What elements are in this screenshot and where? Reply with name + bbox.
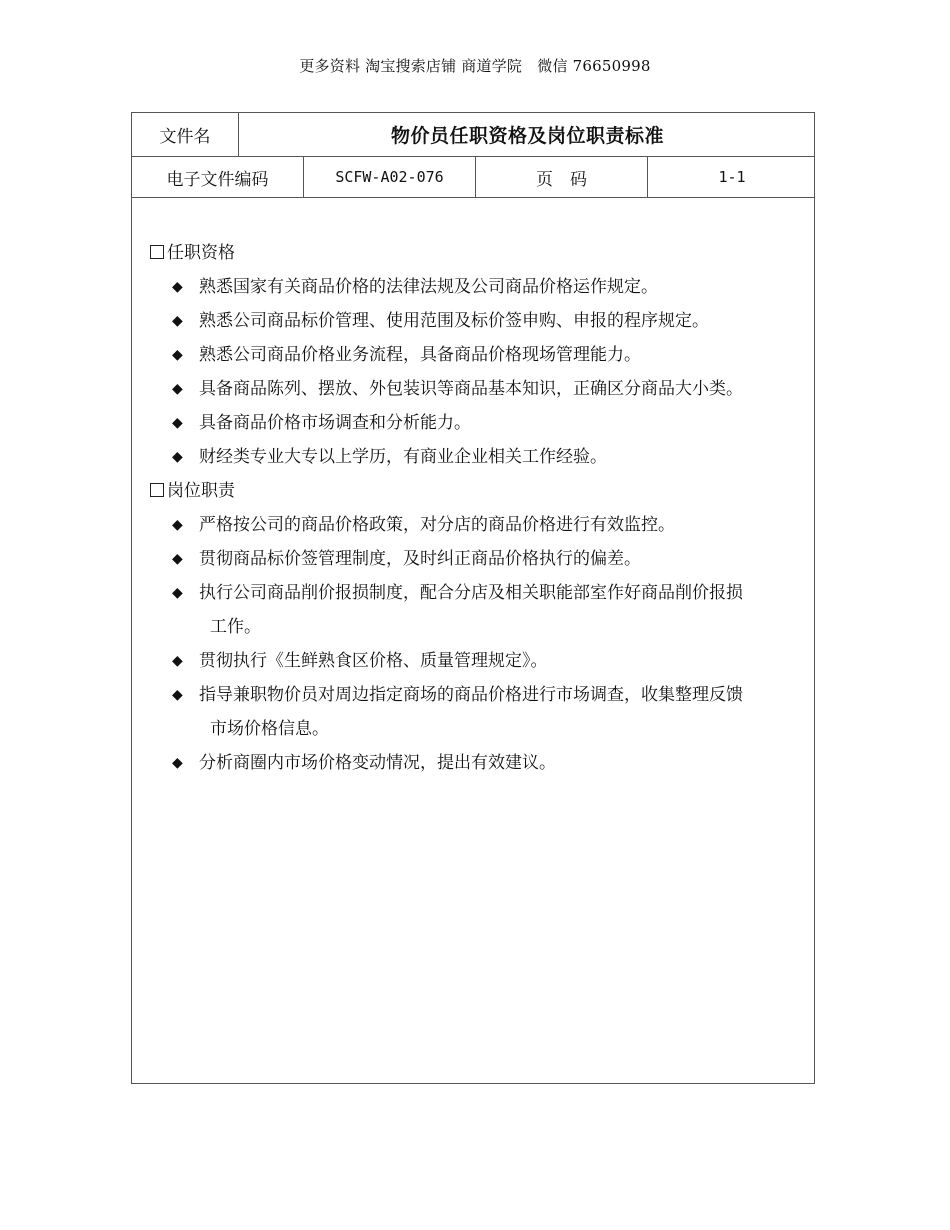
- diamond-bullet-icon: ◆: [172, 449, 183, 465]
- list-item: [172, 542, 802, 576]
- list-item-text: 严格按公司的商品价格政策，对分店的商品价格进行有效监控。: [199, 515, 675, 535]
- section-heading-duties: [150, 474, 235, 508]
- list-item-continuation: 市场价格信息。: [210, 719, 329, 739]
- diamond-bullet-icon: ◆: [172, 517, 183, 533]
- list-item-text: 贯彻执行《生鲜熟食区价格、质量管理规定》。: [199, 651, 548, 671]
- list-item-text: 执行公司商品削价报损制度，配合分店及相关职能部室作好商品削价报损: [199, 583, 743, 603]
- file-code-value: SCFW-A02-076: [304, 157, 476, 197]
- list-item: [172, 644, 802, 678]
- list-item-text: 具备商品价格市场调查和分析能力。: [199, 413, 471, 433]
- list-item: [172, 508, 802, 542]
- diamond-bullet-icon: ◆: [172, 347, 183, 363]
- document-title: 物价员任职资格及岗位职责标准: [390, 125, 664, 147]
- document-frame: [131, 112, 815, 1084]
- list-item-text: 熟悉国家有关商品价格的法律法规及公司商品价格运作规定。: [199, 277, 658, 297]
- list-item-text: 指导兼职物价员对周边指定商场的商品价格进行市场调查，收集整理反馈: [199, 685, 743, 705]
- list-item-text: 财经类专业大专以上学历，有商业企业相关工作经验。: [199, 447, 607, 467]
- diamond-bullet-icon: ◆: [172, 585, 183, 601]
- list-item: [172, 440, 802, 474]
- list-item-text: 贯彻商品标价签管理制度，及时纠正商品价格执行的偏差。: [199, 549, 641, 569]
- checkbox-icon: [150, 245, 164, 259]
- diamond-bullet-icon: ◆: [172, 313, 183, 329]
- title-row: [132, 113, 814, 157]
- diamond-bullet-icon: ◆: [172, 551, 183, 567]
- file-code-label: 电子文件编码: [132, 157, 304, 197]
- diamond-bullet-icon: ◆: [172, 381, 183, 397]
- diamond-bullet-icon: ◆: [172, 755, 183, 771]
- list-item-text: 分析商圈内市场价格变动情况，提出有效建议。: [199, 753, 556, 773]
- list-item-text: 熟悉公司商品标价管理、使用范围及标价签申购、申报的程序规定。: [199, 311, 709, 331]
- list-item-continuation: 工作。: [210, 617, 261, 637]
- diamond-bullet-icon: ◆: [172, 653, 183, 669]
- page-label: 页 码: [476, 157, 648, 197]
- list-item: [172, 338, 802, 372]
- diamond-bullet-icon: ◆: [172, 415, 183, 431]
- diamond-bullet-icon: ◆: [172, 279, 183, 295]
- section-heading-text: 岗位职责: [167, 481, 235, 501]
- list-item: [172, 406, 802, 440]
- list-item: [172, 270, 802, 304]
- section-heading-qualifications: [150, 236, 235, 270]
- list-item-text: 具备商品陈列、摆放、外包装识等商品基本知识，正确区分商品大小类。: [199, 379, 743, 399]
- file-name-label: 文件名: [132, 113, 239, 156]
- list-item: [172, 576, 802, 644]
- list-item: [172, 678, 802, 746]
- list-item-text: 熟悉公司商品价格业务流程，具备商品价格现场管理能力。: [199, 345, 641, 365]
- list-item: [172, 372, 802, 406]
- list-item: [172, 746, 802, 780]
- header-note: 更多资料 淘宝搜索店铺 商道学院 微信 76650998: [299, 57, 651, 75]
- diamond-bullet-icon: ◆: [172, 687, 183, 703]
- checkbox-icon: [150, 483, 164, 497]
- list-item: [172, 304, 802, 338]
- page-value: 1-1: [718, 168, 746, 186]
- section-heading-text: 任职资格: [167, 243, 235, 263]
- code-row: [132, 157, 814, 198]
